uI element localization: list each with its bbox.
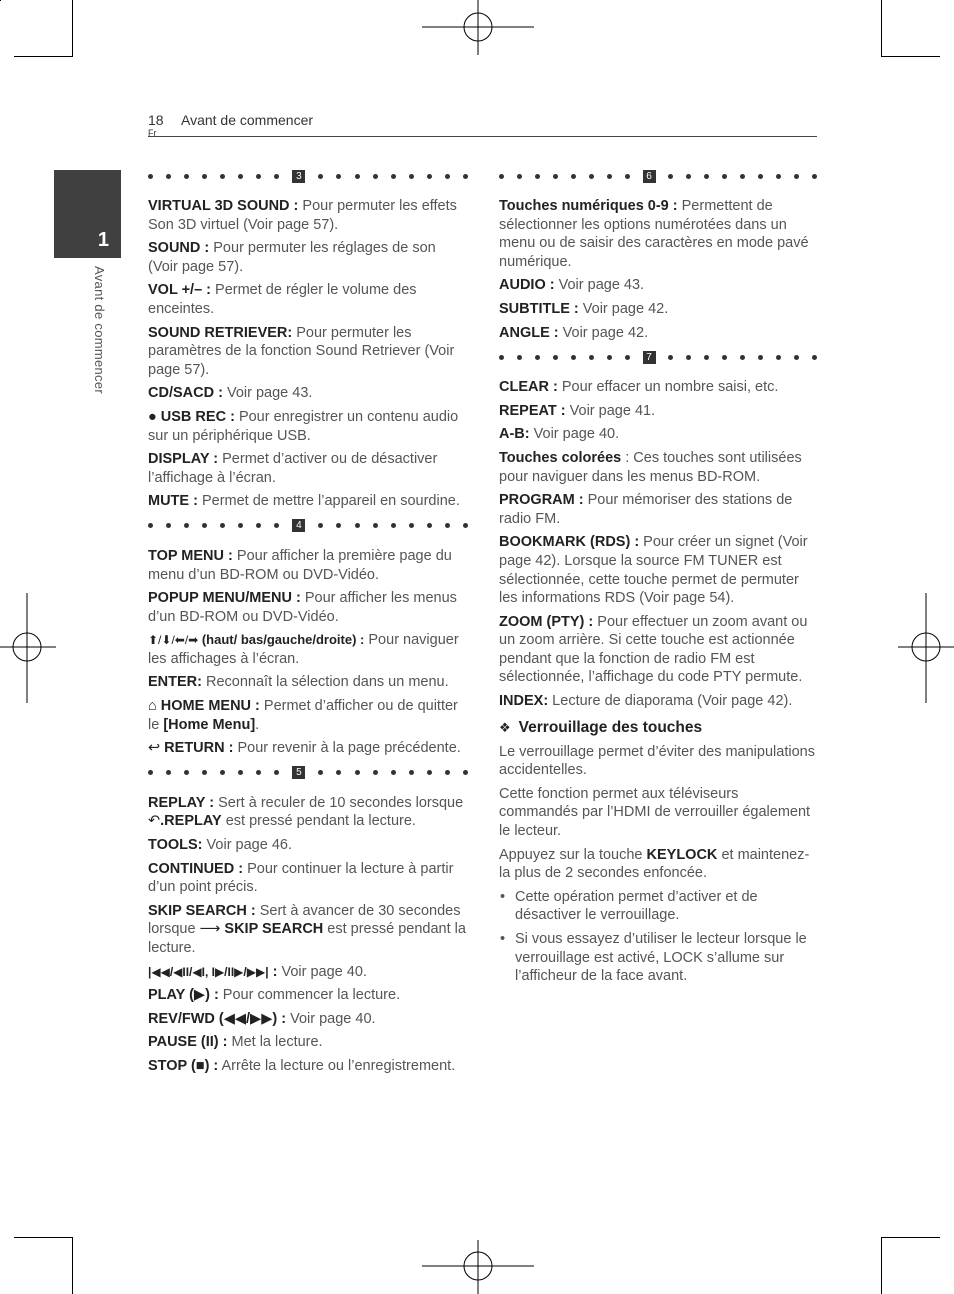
return-icon: ↩ [148,740,161,757]
section-number: 6 [643,170,656,183]
section-separator [499,167,817,185]
entry-pause: PAUSE (II) : Met la lecture. [148,1034,323,1051]
section-number: 4 [292,519,305,532]
section-number: 7 [643,351,656,364]
entry-bookmark: BOOKMARK (RDS) : Pour créer un signet (Voir page 42). Lorsque la source FM TUNER est sélectionnée, cette touche permet de permuter les informations RDS (Voir page 54). [499,534,808,607]
entry-skip-search: SKIP SEARCH : Sert à avancer de 30 secondes lorsque ⟶ SKIP SEARCH est pressé pendant la lecture. [148,902,466,956]
list-item: • Si vous essayez d’utiliser le lecteur lorsque le verrouillage est activé, LOCK s’allume sur l’afficheur de la face avant. [515,930,817,986]
entry-transport: |◀◀/◀II/◀I, I▶/II▶/▶▶| : Voir page 40. [148,963,367,980]
right-column [499,167,817,991]
entry-zoom: ZOOM (PTY) : Pour effectuer un zoom avant ou un zoom arrière. Si cette touche est actionnée pendant que la fonction de radio FM est sélectionnée, l’affichage du code PTY permute. [499,613,808,686]
registration-mark-bottom [422,1238,534,1294]
section-separator [499,348,817,366]
section-separator [148,167,468,185]
entry-repeat: REPEAT : Voir page 41. [499,402,656,419]
entry-virtual-3d-sound: VIRTUAL 3D SOUND : Pour permuter les effets Son 3D virtuel (Voir page 57). [148,198,457,233]
entry-color-keys: Touches colorées : Ces touches sont utilisées pour naviguer dans les menus BD-ROM. [499,449,802,485]
entry-popup-menu: POPUP MENU/MENU : Pour afficher les menus d’un BD-ROM ou DVD-Vidéo. [148,590,457,625]
entry-program: PROGRAM : Pour mémoriser des stations de radio FM. [499,492,793,527]
diamond-icon: ❖ [499,719,511,735]
crop-mark [881,0,882,57]
page-number: 18 [148,112,164,128]
key-lock-heading: ❖ Verrouillage des touches [499,718,703,736]
crop-mark [881,1237,940,1238]
crop-mark [14,56,73,57]
entry-subtitle: SUBTITLE : Voir page 42. [499,300,669,317]
crop-mark [881,56,940,57]
entry-rev-fwd: REV/FWD (◀◀/▶▶) : Voir page 40. [148,1010,376,1027]
section-number: 5 [292,766,305,779]
registration-mark-right [898,593,954,703]
entry-play: PLAY (▶) : Pour commencer la lecture. [148,987,401,1004]
crop-mark [14,1237,73,1238]
registration-mark-top [422,0,534,60]
chapter-number: 1 [97,229,109,251]
chapter-tab [54,170,121,258]
entry-sound-retriever: SOUND RETRIEVER: Pour permuter les paramètres de la fonction Sound Retriever (Voir page 57). [148,324,455,378]
section-number: 3 [292,170,305,183]
header-title: Avant de commencer [181,112,314,128]
entry-angle: ANGLE : Voir page 42. [499,324,649,341]
section-separator [148,517,468,535]
entry-stop: STOP (■) : Arrête la lecture ou l’enregistrement. [148,1057,456,1074]
entry-return: ↩ RETURN : Pour revenir à la page précédente. [148,740,461,757]
transport-icons: |◀◀/◀II/◀I, I▶/II▶/▶▶| [148,964,269,979]
entry-usb-rec: ● USB REC : Pour enregistrer un contenu audio sur un périphérique USB. [148,408,459,444]
entry-arrows: ⬆/⬇/⬅/➡ (haut/ bas/gauche/droite) : Pour naviguer les affichages à l’écran. [148,632,459,667]
section-separator [148,764,468,782]
entry-top-menu: TOP MENU : Pour afficher la première page du menu d’un BD-ROM ou DVD-Vidéo. [148,547,452,583]
entry-enter: ENTER: Reconnaît la sélection dans un menu. [148,674,449,691]
chapter-side-label: Avant de commencer [92,266,107,394]
crop-mark [0,0,1,1]
entry-mute: MUTE : Permet de mettre l’appareil en sourdine. [148,493,460,510]
entry-continued: CONTINUED : Pour continuer la lecture à partir d’un point précis. [148,860,454,896]
entry-index: INDEX: Lecture de diaporama (Voir page 42). [499,693,793,710]
entry-vol: VOL +/– : Permet de régler le volume des enceintes. [148,282,417,317]
home-icon: ⌂ [148,698,157,715]
arrow-keys-icon: ⬆/⬇/⬅/➡ [148,633,199,648]
record-icon: ● [148,408,157,425]
entry-number-keys: Touches numériques 0-9 : Permettent de sélectionner les options numérotées dans un menu ou de saisir des caractères en mode pavé numérique. [499,198,809,270]
key-lock-paragraph: Cette fonction permet aux téléviseurs commandés par l’HDMI de verrouiller également le lecteur. [499,785,811,840]
entry-a-b: A-B: Voir page 40. [499,426,620,443]
entry-clear: CLEAR : Pour effacer un nombre saisi, etc. [499,379,779,396]
crop-mark [881,1237,882,1294]
page-language: Fr [148,128,157,138]
entry-sound: SOUND : Pour permuter les réglages de son (Voir page 57). [148,240,436,275]
entry-display: DISPLAY : Permet d’activer ou de désactiver l’affichage à l’écran. [148,451,438,486]
skip-search-icon: ⟶ [199,921,221,938]
replay-icon: ↶ [148,813,161,830]
entry-audio: AUDIO : Voir page 43. [499,277,645,294]
key-lock-bullets [499,888,817,986]
registration-mark-left [0,593,58,703]
page-header [148,112,817,137]
left-column [148,167,468,1081]
list-item: • Cette opération permet d’activer et de désactiver le verrouillage. [515,888,817,925]
entry-home-menu: ⌂ HOME MENU : Permet d’afficher ou de quitter le [Home Menu]. [148,698,458,733]
entry-cd-sacd: CD/SACD : Voir page 43. [148,385,313,402]
key-lock-paragraph: Le verrouillage permet d’éviter des manipulations accidentelles. [499,743,815,779]
crop-mark [72,0,73,57]
entry-tools: TOOLS: Voir page 46. [148,837,293,854]
entry-replay: REPLAY : Sert à reculer de 10 secondes lorsque ↶.REPLAY est pressé pendant la lecture. [148,794,464,830]
crop-mark [72,1237,73,1294]
key-lock-paragraph: Appuyez sur la touche KEYLOCK et maintenez-la plus de 2 secondes enfoncée. [499,846,810,882]
